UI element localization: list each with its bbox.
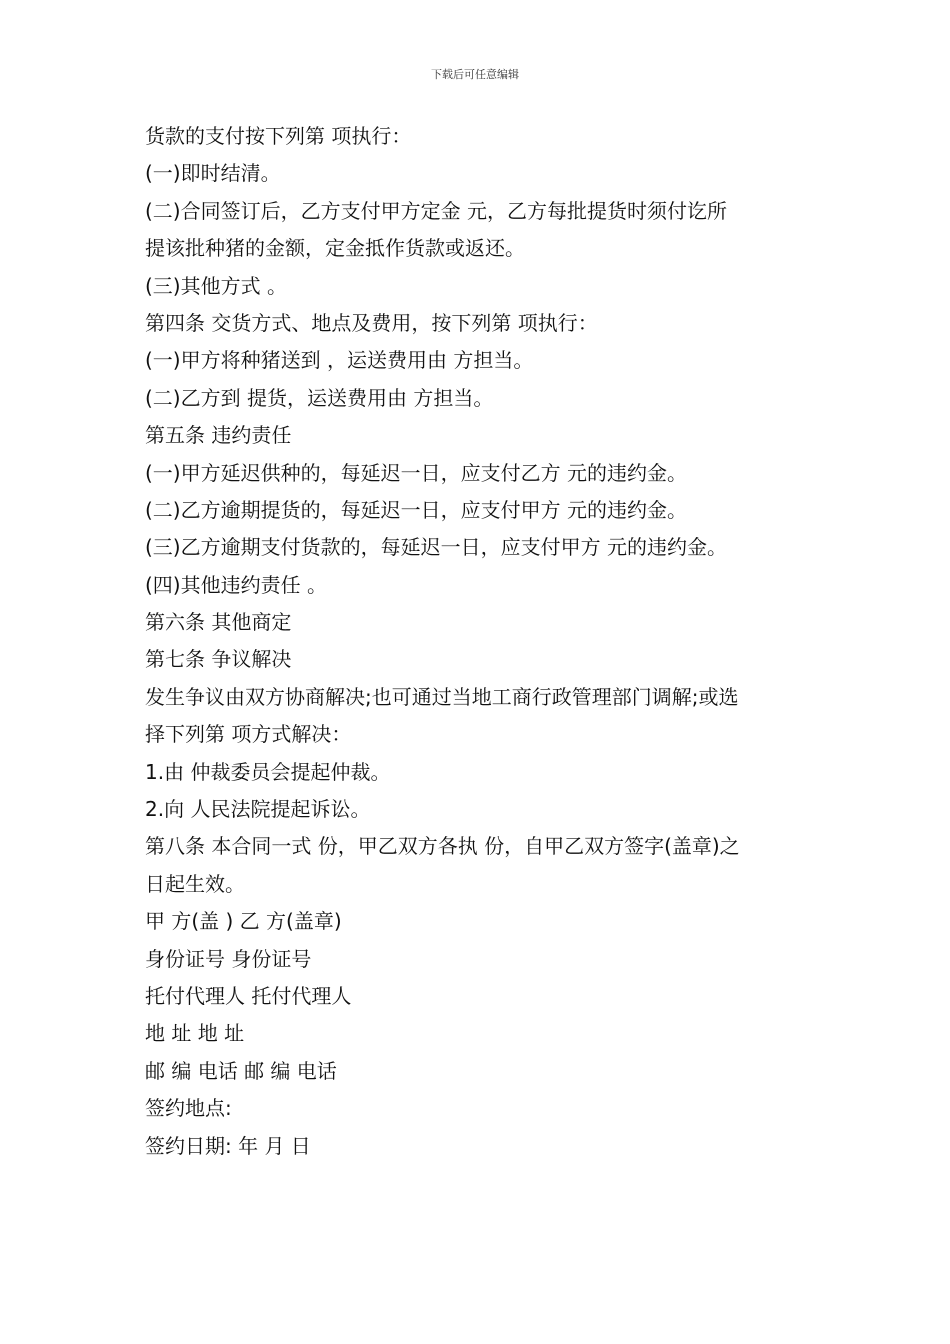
payment-option-3: (三)其他方式 。 (145, 273, 287, 298)
article-8-text-cont: 日起生效。 (145, 871, 245, 896)
payment-option-2-cont: 提该批种猪的金额，定金抵作货款或返还。 (145, 236, 525, 261)
liability-item-1: (一)甲方延迟供种的，每延迟一日，应支付乙方 元的违约金。 (145, 460, 687, 485)
dispute-text: 发生争议由双方协商解决;也可通过当地工商行政管理部门调解;或选 (145, 684, 739, 709)
signature-parties: 甲 方(盖 ) 乙 方(盖章) (145, 909, 342, 934)
signature-postcodes-phones: 邮 编 电话 邮 编 电话 (145, 1058, 337, 1083)
delivery-option-2: (二)乙方到 提货，运送费用由 方担当。 (145, 385, 494, 410)
signature-addresses: 地 址 地 址 (145, 1021, 245, 1046)
dispute-text-cont: 择下列第 项方式解决： (145, 722, 352, 747)
article-6-heading: 第六条 其他商定 (145, 610, 292, 635)
liability-item-2: (二)乙方逾期提货的，每延迟一日，应支付甲方 元的违约金。 (145, 497, 687, 522)
article-5-heading: 第五条 违约责任 (145, 423, 292, 448)
page-header: 下载后可任意编辑 (431, 68, 519, 81)
liability-item-3: (三)乙方逾期支付货款的，每延迟一日，应支付甲方 元的违约金。 (145, 535, 727, 560)
signing-date: 签约日期: 年 月 日 (145, 1133, 311, 1158)
article-4-heading: 第四条 交货方式、地点及费用，按下列第 项执行： (145, 310, 598, 335)
signature-agents: 托付代理人 托付代理人 (145, 983, 352, 1008)
payment-option-1: (一)即时结清。 (145, 161, 281, 186)
liability-item-4: (四)其他违约责任 。 (145, 572, 327, 597)
dispute-option-1: 1.由 仲裁委员会提起仲裁。 (145, 759, 391, 784)
payment-terms-intro: 货款的支付按下列第 项执行： (145, 124, 412, 148)
delivery-option-1: (一)甲方将种猪送到 ，运送费用由 方担当。 (145, 348, 534, 373)
article-7-heading: 第七条 争议解决 (145, 647, 292, 672)
payment-option-2: (二)合同签订后，乙方支付甲方定金 元，乙方每批提货时须付讫所 (145, 198, 727, 223)
signing-place: 签约地点: (145, 1096, 232, 1121)
article-8-text: 第八条 本合同一式 份，甲乙双方各执 份，自甲乙双方签字(盖章)之 (145, 834, 740, 859)
signature-id-numbers: 身份证号 身份证号 (145, 946, 312, 971)
document-body (145, 118, 815, 1165)
dispute-option-2: 2.向 人民法院提起诉讼。 (145, 797, 371, 822)
